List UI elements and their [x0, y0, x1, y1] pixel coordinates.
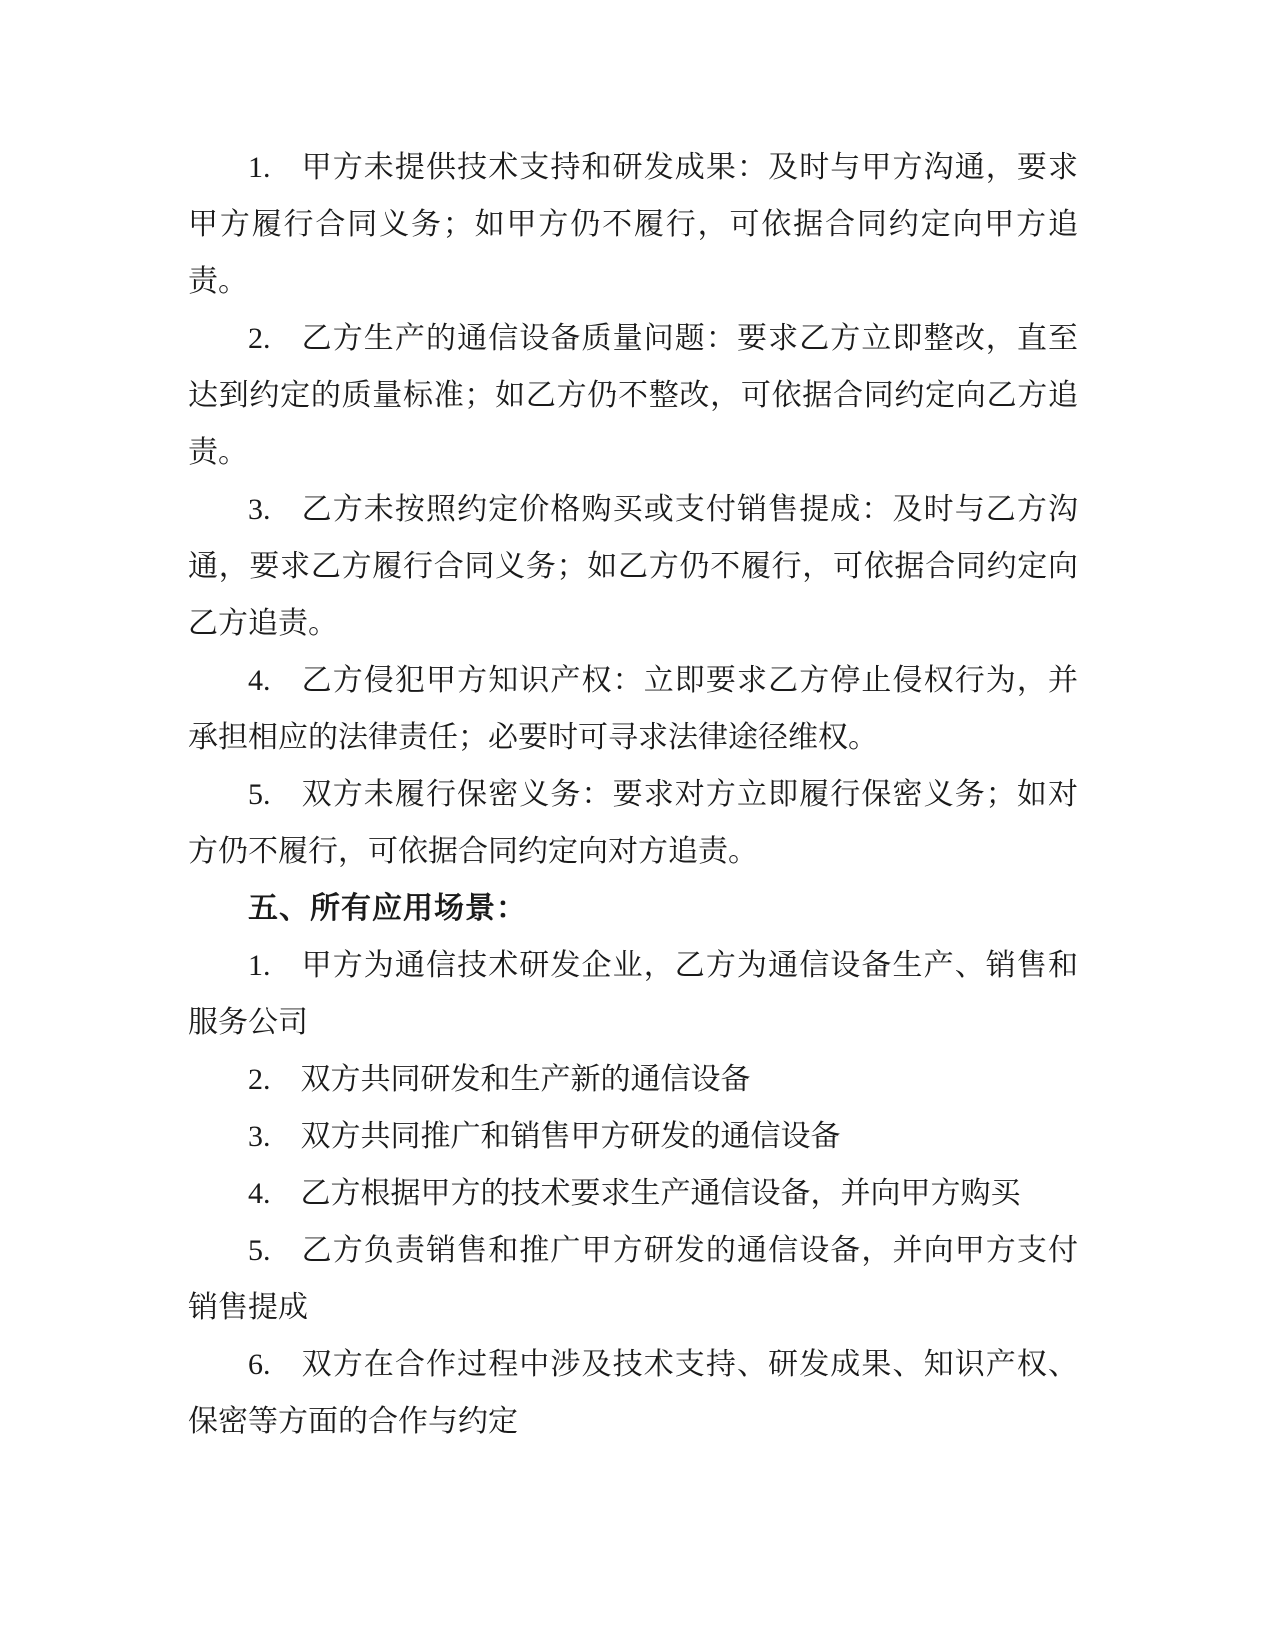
paragraph: 4. 乙方侵犯甲方知识产权：立即要求乙方停止侵权行为，并承担相应的法律责任；必要时可寻求法律途径维权。: [188, 664, 1078, 754]
paragraph: 2. 双方共同研发和生产新的通信设备: [248, 1063, 751, 1096]
paragraph: 1. 甲方为通信技术研发企业，乙方为通信设备生产、销售和服务公司: [188, 949, 1078, 1039]
paragraph: 5. 双方未履行保密义务：要求对方立即履行保密义务；如对方仍不履行，可依据合同约定向对方追责。: [188, 778, 1078, 868]
paragraph: 6. 双方在合作过程中涉及技术支持、研发成果、知识产权、保密等方面的合作与约定: [188, 1348, 1078, 1438]
paragraph: 1. 甲方未提供技术支持和研发成果：及时与甲方沟通，要求甲方履行合同义务；如甲方仍不履行，可依据合同约定向甲方追责。: [188, 151, 1078, 298]
paragraph: 4. 乙方根据甲方的技术要求生产通信设备，并向甲方购买: [248, 1177, 1021, 1210]
paragraph: 3. 双方共同推广和销售甲方研发的通信设备: [248, 1120, 841, 1153]
paragraph: 3. 乙方未按照约定价格购买或支付销售提成：及时与乙方沟通，要求乙方履行合同义务；如乙方仍不履行，可依据合同约定向乙方追责。: [188, 493, 1078, 640]
document-body: [188, 139, 1078, 1450]
paragraph: 2. 乙方生产的通信设备质量问题：要求乙方立即整改，直至达到约定的质量标准；如乙方仍不整改，可依据合同约定向乙方追责。: [188, 322, 1078, 469]
paragraph: 5. 乙方负责销售和推广甲方研发的通信设备，并向甲方支付销售提成: [188, 1234, 1078, 1324]
section-heading: 五、所有应用场景：: [248, 892, 527, 925]
